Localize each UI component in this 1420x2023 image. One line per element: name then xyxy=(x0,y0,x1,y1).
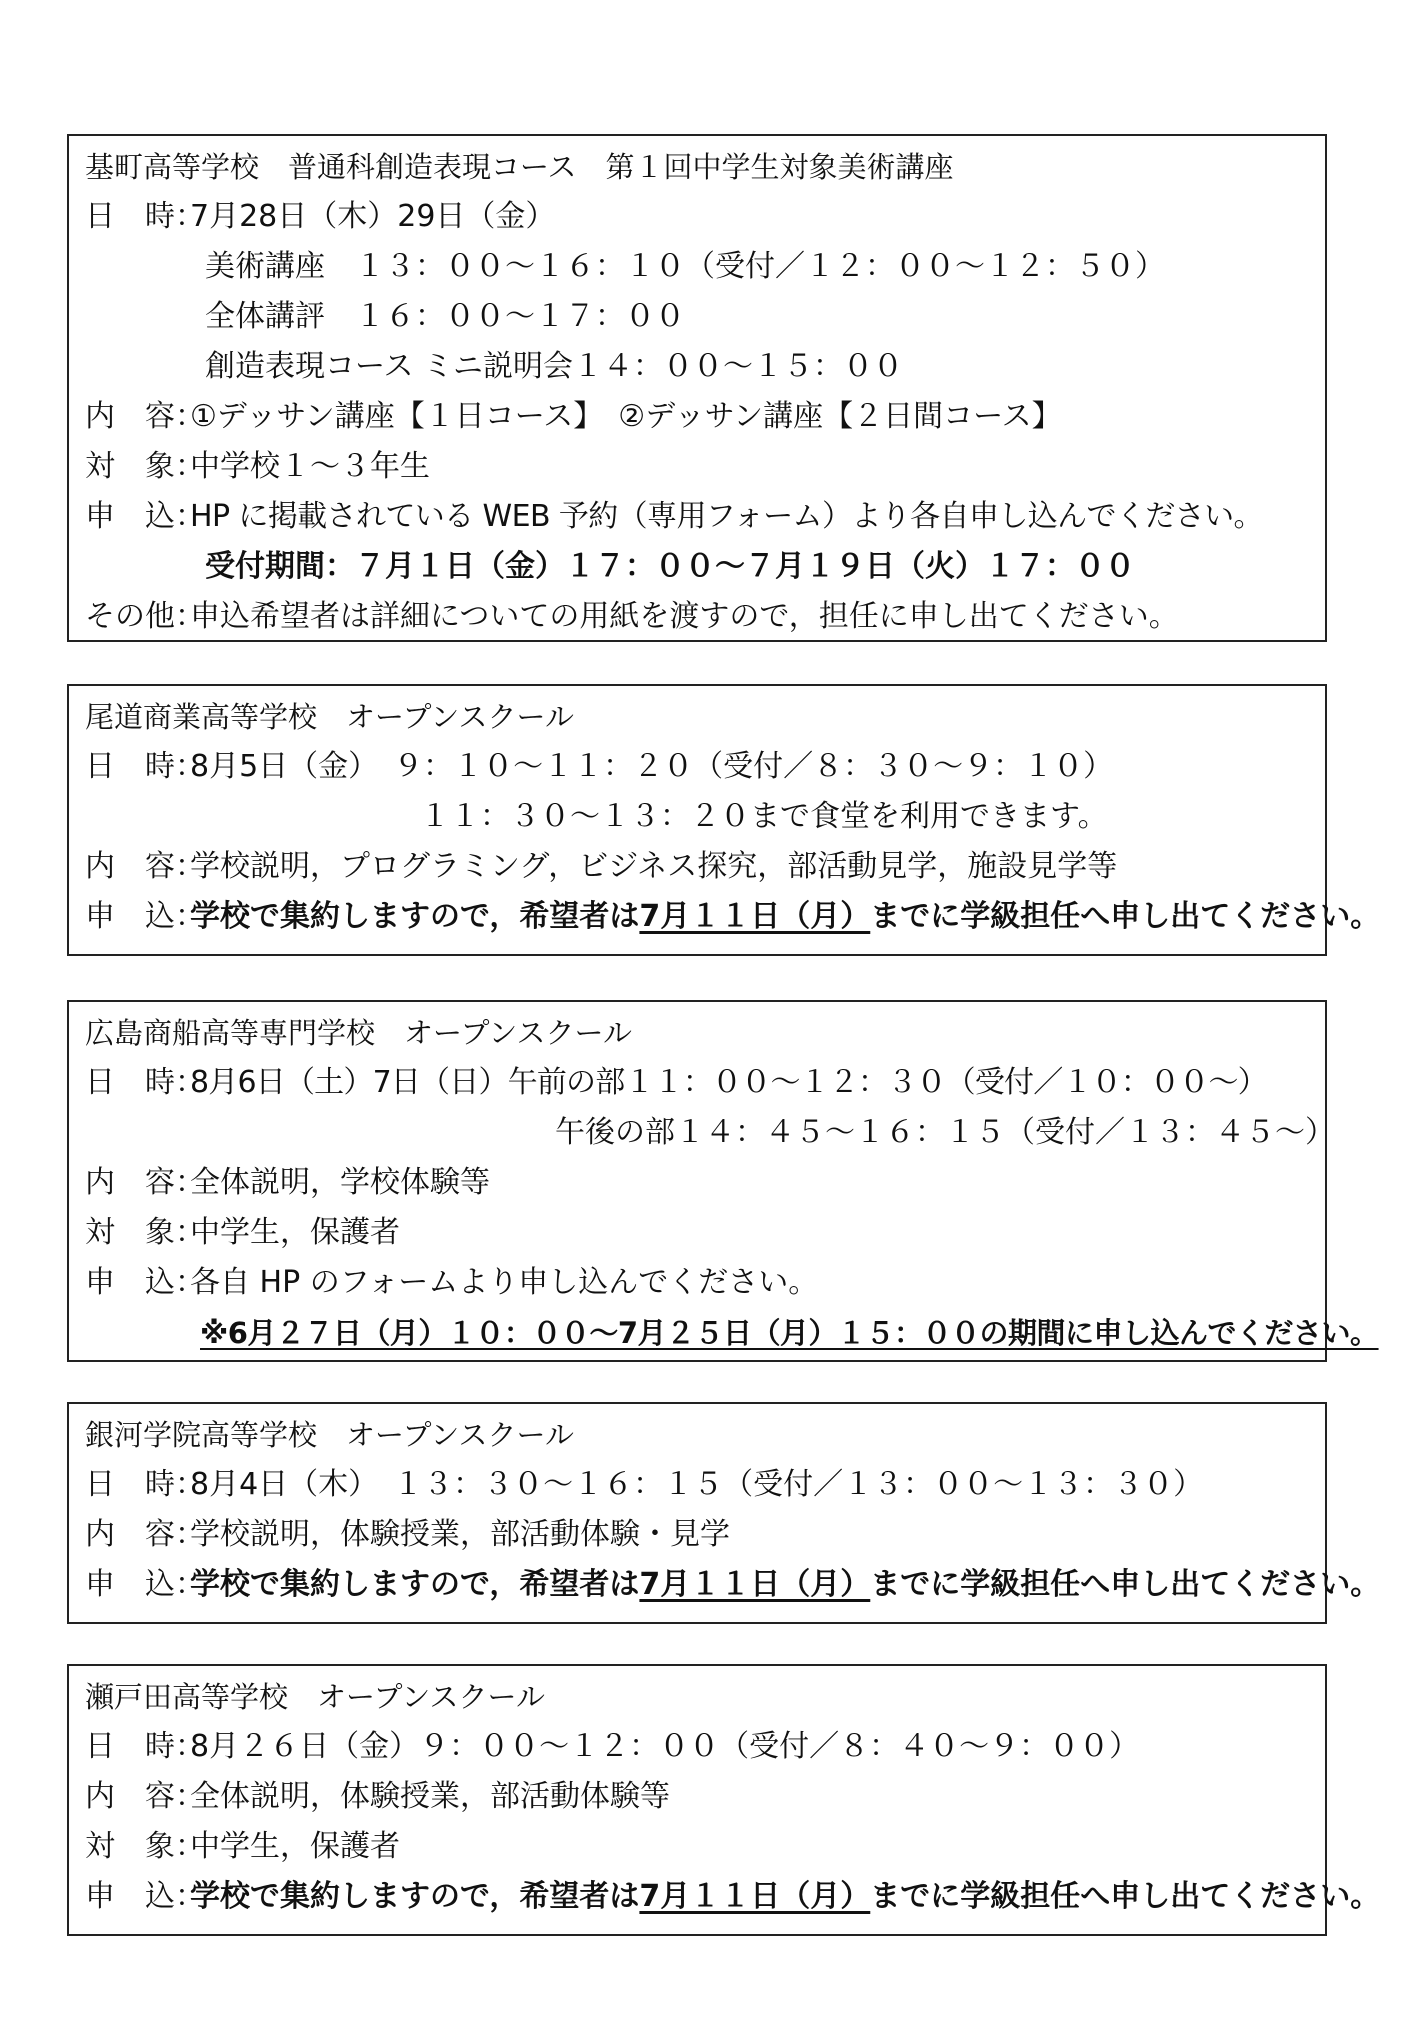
target-value: 中学校１～３年生 xyxy=(190,449,430,484)
schedule-item: 創造表現コース ミニ説明会１４：００～１５：００ xyxy=(205,349,904,384)
apply-deadline: 7月１１日（月） xyxy=(639,899,871,934)
content-label: 内 容： xyxy=(85,849,205,884)
datetime-note-row xyxy=(85,792,1325,842)
other-value: 申込希望者は詳細についての用紙を渡すので，担任に申し出てください。 xyxy=(190,599,1179,634)
content-row xyxy=(85,842,1325,892)
target-label: 対 象： xyxy=(85,1215,205,1250)
datetime-note: １１：３０～１３：２０まで食堂を利用できます。 xyxy=(420,799,1108,834)
target-row xyxy=(85,1208,1325,1258)
content-label: 内 容： xyxy=(85,1165,205,1200)
content-value: ①デッサン講座【１日コース】 ②デッサン講座【２日間コース】 xyxy=(190,399,1062,434)
event-title: 銀河学院高等学校 オープンスクール xyxy=(85,1418,574,1452)
apply-text: 学校で集約しますので，希望者は xyxy=(190,1567,640,1602)
apply-row xyxy=(85,1560,1381,1610)
apply-value: HP に掲載されている WEB 予約（専用フォーム）より各自申し込んでください。 xyxy=(190,499,1263,534)
apply-value xyxy=(190,1872,1380,1922)
apply-deadline: 7月１１日（月） xyxy=(639,1879,871,1914)
apply-row xyxy=(85,1258,1325,1308)
content-row xyxy=(85,1772,1325,1822)
datetime-row xyxy=(85,192,1325,242)
datetime-label: 日 時： xyxy=(85,1065,205,1100)
schedule-item: 美術講座 １３：００～１６：１０（受付／１２：００～１２：５０） xyxy=(205,249,1165,284)
apply-row xyxy=(85,492,1325,542)
datetime-value: 8月5日（金） ９：１０～１１：２０（受付／８：３０～９：１０） xyxy=(190,749,1114,784)
apply-text-end: までに学級担任へ申し出てください。 xyxy=(870,1879,1381,1914)
apply-note-row xyxy=(85,1308,1379,1358)
apply-row xyxy=(85,892,1381,942)
target-label: 対 象： xyxy=(85,449,205,484)
datetime-label: 日 時： xyxy=(85,1729,205,1764)
apply-text-end: までに学級担任へ申し出てください。 xyxy=(870,1567,1381,1602)
event-box-setoda xyxy=(67,1664,1381,1936)
datetime-label: 日 時： xyxy=(85,199,205,234)
apply-label: 申 込： xyxy=(85,1879,205,1914)
apply-value xyxy=(190,1560,1380,1610)
datetime-row xyxy=(85,1460,1325,1510)
datetime-label: 日 時： xyxy=(85,749,205,784)
apply-row xyxy=(85,1872,1381,1922)
schedule-item: 全体講評 １６：００～１７：００ xyxy=(205,299,685,334)
datetime-value: 8月２６日（金）９：００～１２：００（受付／８：４０～９：００） xyxy=(190,1729,1140,1764)
apply-note: ※6月２７日（月）１０：００～7月２５日（月）１５：００の期間に申し込んでください。 xyxy=(200,1316,1379,1350)
apply-period: 受付期間：７月１日（金）１７：００～７月１９日（火）１７：００ xyxy=(205,549,1135,584)
datetime-note-row xyxy=(85,1108,1335,1158)
content-value: 学校説明，プログラミング，ビジネス探究，部活動見学，施設見学等 xyxy=(190,849,1118,884)
event-box-motomachi xyxy=(67,134,1327,642)
apply-label: 申 込： xyxy=(85,1567,205,1602)
apply-label: 申 込： xyxy=(85,899,205,934)
event-title: 基町高等学校 普通科創造表現コース 第１回中学生対象美術講座 xyxy=(85,150,954,184)
datetime-note: 午後の部１４：４５～１６：１５（受付／１３：４５～） xyxy=(555,1115,1335,1150)
datetime-value: 8月4日（木） １３：３０～１６：１５（受付／１３：００～１３：３０） xyxy=(190,1467,1204,1502)
content-label: 内 容： xyxy=(85,1517,205,1552)
content-value: 全体説明，学校体験等 xyxy=(190,1165,490,1200)
event-box-hiroshima-shosen xyxy=(67,1000,1379,1362)
content-value: 学校説明，体験授業，部活動体験・見学 xyxy=(190,1517,730,1552)
content-label: 内 容： xyxy=(85,399,205,434)
target-value: 中学生，保護者 xyxy=(190,1829,400,1864)
datetime-row xyxy=(85,1722,1325,1772)
datetime-value: 8月6日（土）7日（日）午前の部１１：００～１２：３０（受付／１０：００～） xyxy=(190,1065,1267,1100)
event-box-ginga-gakuin xyxy=(67,1402,1381,1624)
event-title: 尾道商業高等学校 オープンスクール xyxy=(85,700,574,734)
apply-text-end: までに学級担任へ申し出てください。 xyxy=(870,899,1381,934)
schedule-row xyxy=(85,292,1325,342)
event-box-onomichi-shogyo xyxy=(67,684,1381,956)
event-title: 広島商船高等専門学校 オープンスクール xyxy=(85,1016,632,1050)
event-title: 瀬戸田高等学校 オープンスクール xyxy=(85,1680,545,1714)
content-row xyxy=(85,392,1325,442)
datetime-row xyxy=(85,742,1325,792)
other-row xyxy=(85,592,1325,642)
apply-value xyxy=(190,892,1380,942)
target-label: 対 象： xyxy=(85,1829,205,1864)
target-value: 中学生，保護者 xyxy=(190,1215,400,1250)
apply-period-row xyxy=(85,542,1325,592)
content-row xyxy=(85,1510,1325,1560)
apply-text: 学校で集約しますので，希望者は xyxy=(190,899,640,934)
apply-deadline: 7月１１日（月） xyxy=(639,1567,871,1602)
target-row xyxy=(85,442,1325,492)
apply-label: 申 込： xyxy=(85,499,205,534)
datetime-label: 日 時： xyxy=(85,1467,205,1502)
content-value: 全体説明，体験授業，部活動体験等 xyxy=(190,1779,670,1814)
content-row xyxy=(85,1158,1325,1208)
apply-label: 申 込： xyxy=(85,1265,205,1300)
schedule-row xyxy=(85,242,1325,292)
datetime-value: 7月28日（木）29日（金） xyxy=(190,199,556,234)
other-label: その他： xyxy=(85,599,205,634)
apply-text: 学校で集約しますので，希望者は xyxy=(190,1879,640,1914)
target-row xyxy=(85,1822,1325,1872)
content-label: 内 容： xyxy=(85,1779,205,1814)
apply-value: 各自 HP のフォームより申し込んでください。 xyxy=(190,1265,819,1300)
datetime-row xyxy=(85,1058,1325,1108)
schedule-row xyxy=(85,342,1325,392)
